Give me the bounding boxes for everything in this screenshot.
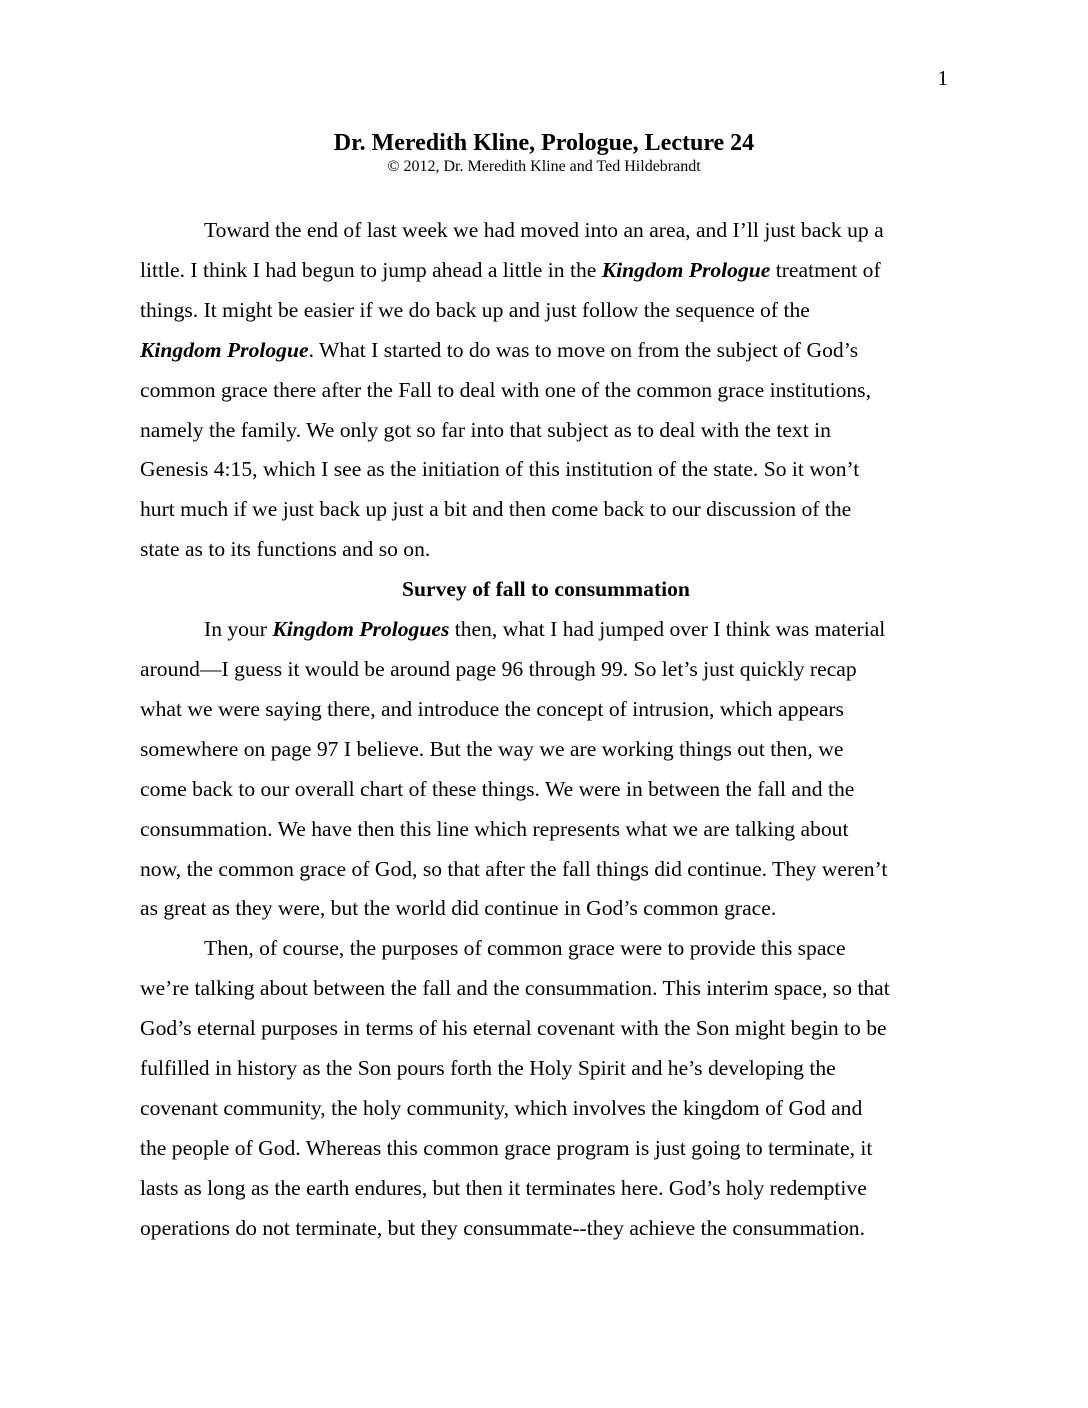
book-title-emphasis: Kingdom Prologue [601,257,771,282]
text-line: Genesis 4:15, which I see as the initiation of this institution of the state. So it won’t [140,457,860,482]
text-line: lasts as long as the earth endures, but then it terminates here. God’s holy redemptive [140,1175,867,1200]
text-run: little. I think I had begun to jump ahead a little in the [140,257,602,282]
section-heading: Survey of fall to consummation [402,577,690,602]
paragraph-3 [140,929,952,1248]
text-line: Toward the end of last week we had moved into an area, and I’ll just back up a [204,218,884,242]
book-title-emphasis: Kingdom Prologues [272,617,450,642]
text-run: then, what I had jumped over I think was material [449,617,886,642]
text-line: namely the family. We only got so far into that subject as to deal with the text in [140,417,831,442]
text-line: somewhere on page 97 I believe. But the way we are working things out then, we [140,736,844,761]
text-line: the people of God. Whereas this common grace program is just going to terminate, it [140,1135,873,1160]
text-run: . What I started to do was to move on from the subject of God’s [308,337,859,362]
text-line: state as to its functions and so on. [140,537,431,562]
text-line [140,251,952,291]
paragraph-2 [140,610,952,929]
text-line: come back to our overall chart of these things. We were in between the fall and the [140,776,855,801]
text-line: we’re talking about between the fall and the consummation. This interim space, so that [140,976,890,1001]
document-body [140,211,952,1249]
text-line: common grace there after the Fall to deal with one of the common grace institutions, [140,377,871,402]
text-run: treatment of [770,257,881,282]
text-line: hurt much if we just back up just a bit and then come back to our discussion of the [140,497,852,522]
text-line: what we were saying there, and introduce the concept of intrusion, which appears [140,696,844,721]
text-line: things. It might be easier if we do back up and just follow the sequence of the [140,297,810,322]
text-line: as great as they were, but the world did continue in God’s common grace. [140,896,777,921]
text-line: fulfilled in history as the Son pours forth the Holy Spirit and he’s developing the [140,1056,836,1081]
text-line: operations do not terminate, but they consummate--they achieve the consummation. [140,1215,865,1240]
text-run: In your [204,617,273,642]
copyright-line: © 2012, Dr. Meredith Kline and Ted Hildebrandt [387,158,701,175]
page-number: 1 [937,66,948,90]
text-line: God’s eternal purposes in terms of his eternal covenant with the Son might begin to be [140,1016,887,1041]
document-title: Dr. Meredith Kline, Prologue, Lecture 24 [333,130,755,156]
text-line [140,331,952,371]
text-line [140,610,952,650]
paragraph-1 [140,211,952,570]
text-line: covenant community, the holy community, which involves the kingdom of God and [140,1095,863,1120]
text-line: now, the common grace of God, so that after the fall things did continue. They weren’t [140,856,888,881]
book-title-emphasis: Kingdom Prologue [140,337,309,362]
text-line: around—I guess it would be around page 96 through 99. So let’s just quickly recap [140,656,857,681]
text-line: consummation. We have then this line which represents what we are talking about [140,816,849,841]
text-line: Then, of course, the purposes of common grace were to provide this space [204,936,846,961]
